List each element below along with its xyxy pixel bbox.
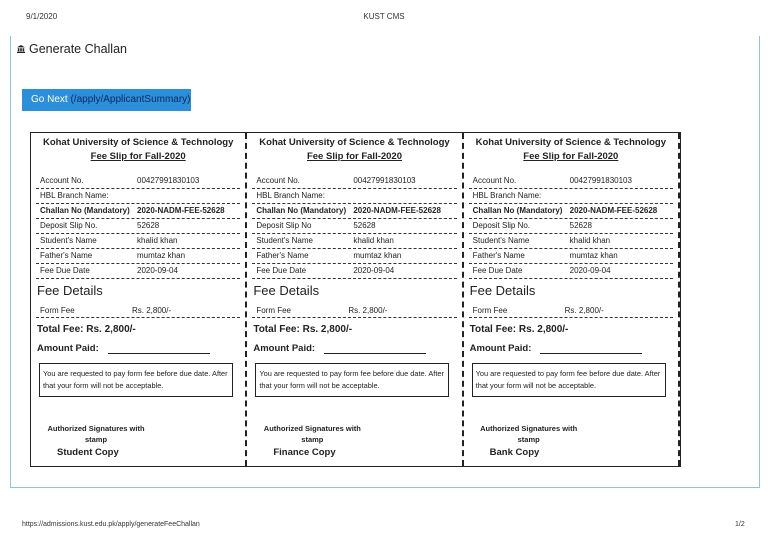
slip-details — [469, 174, 673, 279]
row-label: Father's Name — [40, 251, 93, 260]
row-value: 52628 — [137, 221, 160, 230]
row-value: mumtaz khan — [353, 251, 402, 260]
amount-paid-line — [108, 345, 210, 354]
row-value: 2020-09-04 — [569, 266, 611, 275]
row-value: 00427991830103 — [569, 176, 632, 185]
row-label: Challan No (Mandatory) — [256, 206, 347, 215]
fee-details-title: Fee Details — [37, 283, 103, 298]
go-next-button[interactable] — [22, 89, 191, 111]
slip-details — [36, 174, 240, 279]
slip-subtitle: Fee Slip for Fall-2020 — [523, 151, 619, 162]
total-fee: Total Fee: Rs. 2,800/- — [469, 324, 569, 335]
page-title: Generate Challan — [29, 42, 127, 56]
bank-icon — [17, 45, 25, 53]
slip-row — [252, 249, 456, 264]
signature-label: Authorized Signatures with stamp — [263, 424, 361, 444]
row-label: HBL Branch Name: — [472, 191, 542, 200]
row-value: mumtaz khan — [137, 251, 186, 260]
row-label: Account No. — [472, 176, 517, 185]
notice-box: You are requested to pay form fee before due date. After that your form will not be acceptable. — [472, 363, 666, 397]
slip-row — [252, 174, 456, 189]
row-label: HBL Branch Name: — [256, 191, 325, 200]
row-value — [353, 189, 456, 203]
row-label: Student's Name — [256, 236, 313, 245]
row-value: 2020-09-04 — [137, 266, 178, 275]
row-value: 2020-NADM-FEE-52628 — [353, 206, 441, 215]
notice-box: You are requested to pay form fee before due date. After that your form will not be acceptable. — [255, 363, 449, 397]
row-value: 00427991830103 — [353, 176, 416, 185]
slip-row — [469, 189, 673, 204]
row-value — [137, 189, 240, 203]
row-label: Fee Due Date — [40, 266, 90, 275]
fee-value: Rs. 2,800/- — [348, 306, 388, 315]
print-date: 9/1/2020 — [26, 12, 58, 21]
amount-paid — [470, 343, 673, 354]
row-value: khalid khan — [569, 236, 611, 245]
page-number: 1/2 — [735, 521, 745, 528]
slip-details — [252, 174, 456, 279]
fee-value: Rs. 2,800/- — [564, 306, 604, 315]
copy-label: Student Copy — [57, 447, 119, 458]
row-label: Student's Name — [40, 236, 97, 245]
row-label: Challan No (Mandatory) — [472, 206, 563, 215]
fee-label: Form Fee — [256, 306, 291, 315]
row-label: Account No. — [40, 176, 84, 185]
slip-subtitle: Fee Slip for Fall-2020 — [306, 151, 403, 162]
amount-paid-label: Amount Paid: — [469, 343, 532, 354]
slip-row — [36, 189, 240, 204]
row-value: mumtaz khan — [569, 251, 618, 260]
slip-row — [469, 174, 673, 189]
amount-paid-label: Amount Paid: — [37, 343, 99, 354]
slip-row — [36, 204, 240, 219]
print-title: KUST CMS — [363, 12, 405, 21]
row-value: 2020-NADM-FEE-52628 — [569, 206, 658, 215]
amount-paid — [253, 343, 456, 354]
fee-label: Form Fee — [472, 306, 508, 315]
university-name: Kohat University of Science & Technology — [259, 137, 450, 148]
row-value: khalid khan — [353, 236, 394, 245]
total-fee: Total Fee: Rs. 2,800/- — [253, 324, 353, 335]
slip-row — [252, 204, 456, 219]
fee-details-title: Fee Details — [469, 283, 536, 298]
row-value — [570, 189, 673, 203]
row-label: Challan No (Mandatory) — [40, 206, 130, 215]
copy-label: Finance Copy — [273, 447, 336, 458]
slip-row — [36, 264, 240, 279]
slip-subtitle: Fee Slip for Fall-2020 — [90, 151, 186, 162]
page-heading — [17, 42, 127, 56]
row-label: Deposit Slip No — [256, 221, 312, 230]
row-label: HBL Branch Name: — [40, 191, 109, 200]
university-name: Kohat University of Science & Technology — [42, 137, 234, 148]
amount-paid-label: Amount Paid: — [253, 343, 316, 354]
row-label: Father's Name — [256, 251, 309, 260]
go-next-label: Go Next — [31, 94, 68, 105]
row-label: Student's Name — [472, 236, 530, 245]
signature-label: Authorized Signatures with stamp — [47, 424, 145, 444]
row-value: 2020-09-04 — [353, 266, 395, 275]
slip-row — [36, 174, 240, 189]
fee-row — [469, 304, 673, 318]
print-url: https://admissions.kust.edu.pk/apply/generateFeeChallan — [22, 521, 200, 528]
amount-paid — [37, 343, 240, 354]
university-name: Kohat University of Science & Technology — [475, 137, 667, 148]
slip-row — [36, 219, 240, 234]
row-value: 2020-NADM-FEE-52628 — [137, 206, 225, 215]
slip-row — [36, 234, 240, 249]
notice-box: You are requested to pay form fee before due date. After that your form will not be acceptable. — [39, 363, 233, 397]
go-next-path[interactable]: (/apply/ApplicantSummary) — [70, 94, 191, 105]
fee-value: Rs. 2,800/- — [132, 306, 172, 315]
slip-row — [252, 264, 456, 279]
slip-row — [252, 234, 456, 249]
print-header — [0, 12, 768, 24]
row-value: 00427991830103 — [137, 176, 200, 185]
fee-slip-finance — [247, 133, 463, 466]
amount-paid-line — [324, 345, 426, 354]
fee-label: Form Fee — [40, 306, 75, 315]
signature-label: Authorized Signatures with stamp — [480, 424, 578, 444]
row-label: Father's Name — [472, 251, 525, 260]
fee-row — [36, 304, 240, 318]
fee-slips — [30, 132, 681, 467]
total-fee: Total Fee: Rs. 2,800/- — [37, 324, 136, 335]
row-value: 52628 — [353, 221, 376, 230]
slip-row — [36, 249, 240, 264]
fee-slip-bank — [464, 133, 680, 466]
fee-details-title: Fee Details — [253, 283, 320, 298]
slip-row — [252, 189, 456, 204]
slip-row — [252, 219, 456, 234]
slip-row — [469, 234, 673, 249]
row-label: Deposit Slip No. — [40, 221, 98, 230]
slip-row — [469, 249, 673, 264]
amount-paid-line — [540, 345, 642, 354]
row-value: 52628 — [569, 221, 592, 230]
slip-row — [469, 204, 673, 219]
row-label: Fee Due Date — [256, 266, 307, 275]
fee-slip-student — [31, 133, 247, 466]
row-value: khalid khan — [137, 236, 178, 245]
slip-row — [469, 219, 673, 234]
row-label: Deposit Slip No. — [472, 221, 531, 230]
row-label: Fee Due Date — [472, 266, 523, 275]
fee-row — [252, 304, 456, 318]
row-label: Account No. — [256, 176, 300, 185]
copy-label: Bank Copy — [489, 447, 540, 458]
slip-row — [469, 264, 673, 279]
